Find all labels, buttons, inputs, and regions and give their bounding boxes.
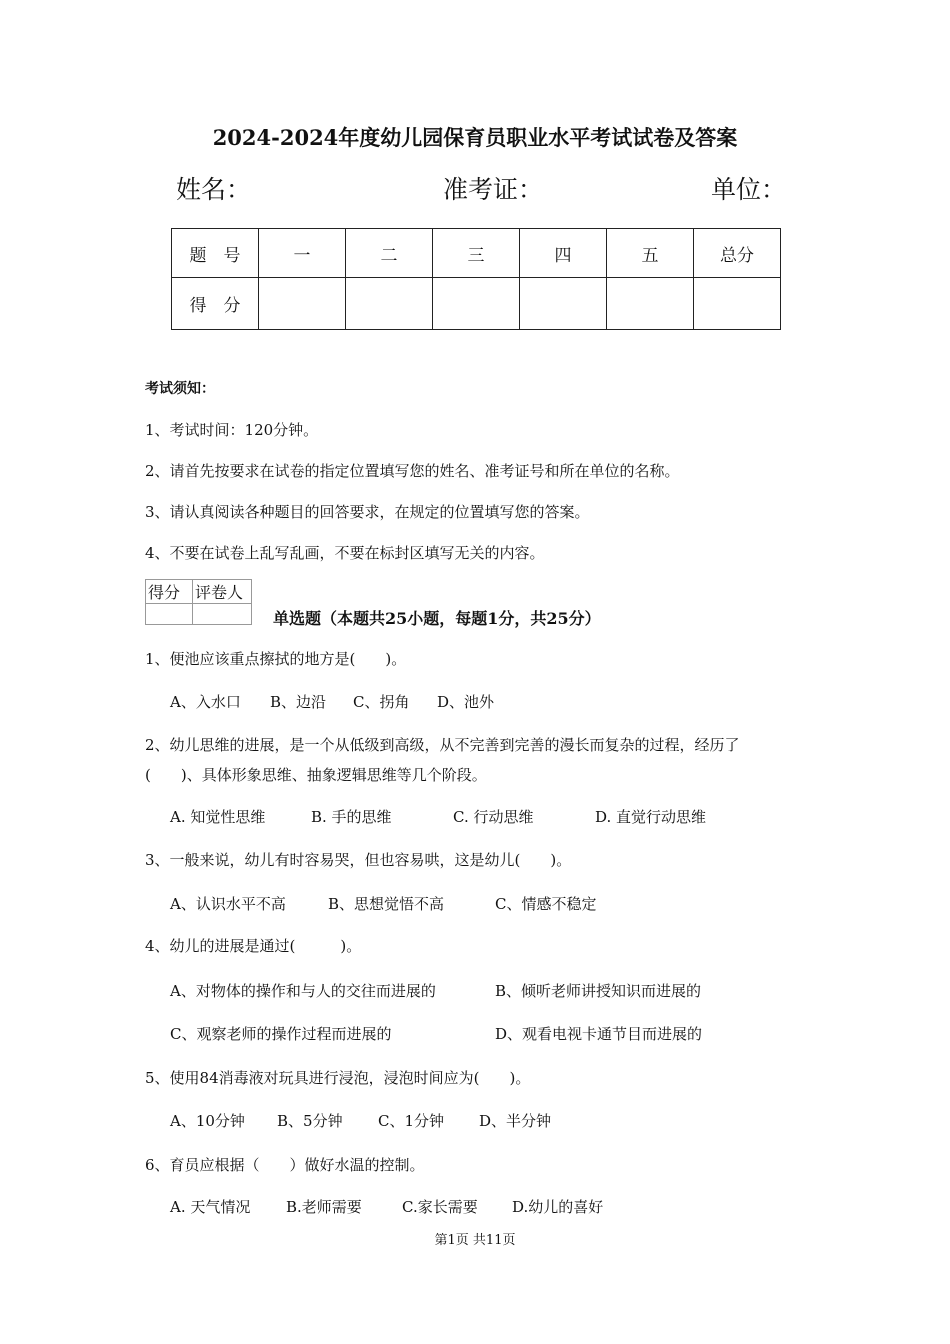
option[interactable]: C、1分钟: [378, 1112, 445, 1130]
option[interactable]: A、10分钟: [170, 1112, 245, 1130]
score-table: [171, 228, 781, 330]
grader-box-grader-cell[interactable]: [193, 604, 252, 625]
notice-item: 2、请首先按要求在试卷的指定位置填写您的姓名、准考证号和所在单位的名称。: [145, 462, 680, 480]
option[interactable]: C.家长需要: [402, 1198, 478, 1216]
option[interactable]: C. 行动思维: [453, 808, 534, 826]
score-cell-3[interactable]: [433, 278, 520, 330]
score-cell-total[interactable]: [694, 278, 781, 330]
score-cell-4[interactable]: [520, 278, 607, 330]
header-cell-3: 三: [433, 229, 520, 278]
unit-field-label: 单位：: [711, 175, 787, 204]
page-footer: 第1页 共11页: [434, 1233, 516, 1248]
notice-item: 1、考试时间：120分钟。: [145, 421, 319, 439]
notice-heading: 考试须知：: [145, 381, 215, 397]
question-stem: 5、使用84消毒液对玩具进行浸泡，浸泡时间应为( )。: [145, 1069, 531, 1087]
option[interactable]: A. 知觉性思维: [170, 808, 266, 826]
option[interactable]: B、倾听老师讲授知识而进展的: [495, 982, 702, 1000]
exam-number-field-label: 准考证：: [443, 175, 544, 204]
name-field-label: 姓名：: [176, 175, 252, 204]
score-cell-2[interactable]: [346, 278, 433, 330]
header-cell-5: 五: [607, 229, 694, 278]
option[interactable]: A、对物体的操作和与人的交往而进展的: [170, 982, 436, 1000]
grader-box: [145, 579, 252, 625]
option[interactable]: B.老师需要: [286, 1198, 362, 1216]
page-title: 2024-2024年度幼儿园保育员职业水平考试试卷及答案: [212, 125, 738, 150]
option[interactable]: D、观看电视卡通节目而进展的: [495, 1025, 703, 1043]
grader-box-score-cell[interactable]: [146, 604, 193, 625]
option[interactable]: C、观察老师的操作过程而进展的: [170, 1025, 392, 1043]
question-stem: 6、育员应根据（ ）做好水温的控制。: [145, 1156, 425, 1174]
grader-box-grader-label: 评卷人: [193, 580, 252, 604]
header-cell-2: 二: [346, 229, 433, 278]
section-title: 单选题（本题共25小题，每题1分，共25分）: [273, 609, 601, 628]
header-cell-4: 四: [520, 229, 607, 278]
option[interactable]: A. 天气情况: [170, 1198, 251, 1216]
notice-item: 3、请认真阅读各种题目的回答要求，在规定的位置填写您的答案。: [145, 503, 590, 521]
option[interactable]: D. 直觉行动思维: [595, 808, 707, 826]
grader-box-score-label: 得分: [146, 580, 193, 604]
option[interactable]: D、半分钟: [479, 1112, 552, 1130]
question-stem: 3、一般来说，幼儿有时容易哭，但也容易哄，这是幼儿( )。: [145, 851, 572, 869]
header-cell-1: 一: [259, 229, 346, 278]
score-cell-5[interactable]: [607, 278, 694, 330]
question-stem: 4、幼儿的进展是通过( )。: [145, 937, 362, 955]
option[interactable]: A、入水口: [170, 693, 241, 711]
question-stem: 1、便池应该重点擦拭的地方是( )。: [145, 650, 407, 668]
option[interactable]: D.幼儿的喜好: [512, 1198, 604, 1216]
option[interactable]: B、5分钟: [277, 1112, 343, 1130]
question-stem-continued: ( )、具体形象思维、抽象逻辑思维等几个阶段。: [145, 766, 487, 784]
option[interactable]: C、拐角: [353, 693, 410, 711]
score-table-header-row: [172, 229, 781, 278]
option[interactable]: C、情感不稳定: [495, 895, 597, 913]
option[interactable]: B、思想觉悟不高: [328, 895, 445, 913]
row-label-score: 得 分: [172, 278, 259, 330]
score-table-score-row: [172, 278, 781, 330]
option[interactable]: B. 手的思维: [311, 808, 392, 826]
score-cell-1[interactable]: [259, 278, 346, 330]
question-stem: 2、幼儿思维的进展，是一个从低级到高级，从不完善到完善的漫长而复杂的过程，经历了: [145, 736, 740, 754]
header-cell-question-no: 题 号: [172, 229, 259, 278]
header-cell-total: 总分: [694, 229, 781, 278]
option[interactable]: B、边沿: [270, 693, 327, 711]
option[interactable]: A、认识水平不高: [170, 895, 286, 913]
option[interactable]: D、池外: [437, 693, 495, 711]
notice-item: 4、不要在试卷上乱写乱画，不要在标封区填写无关的内容。: [145, 544, 545, 562]
